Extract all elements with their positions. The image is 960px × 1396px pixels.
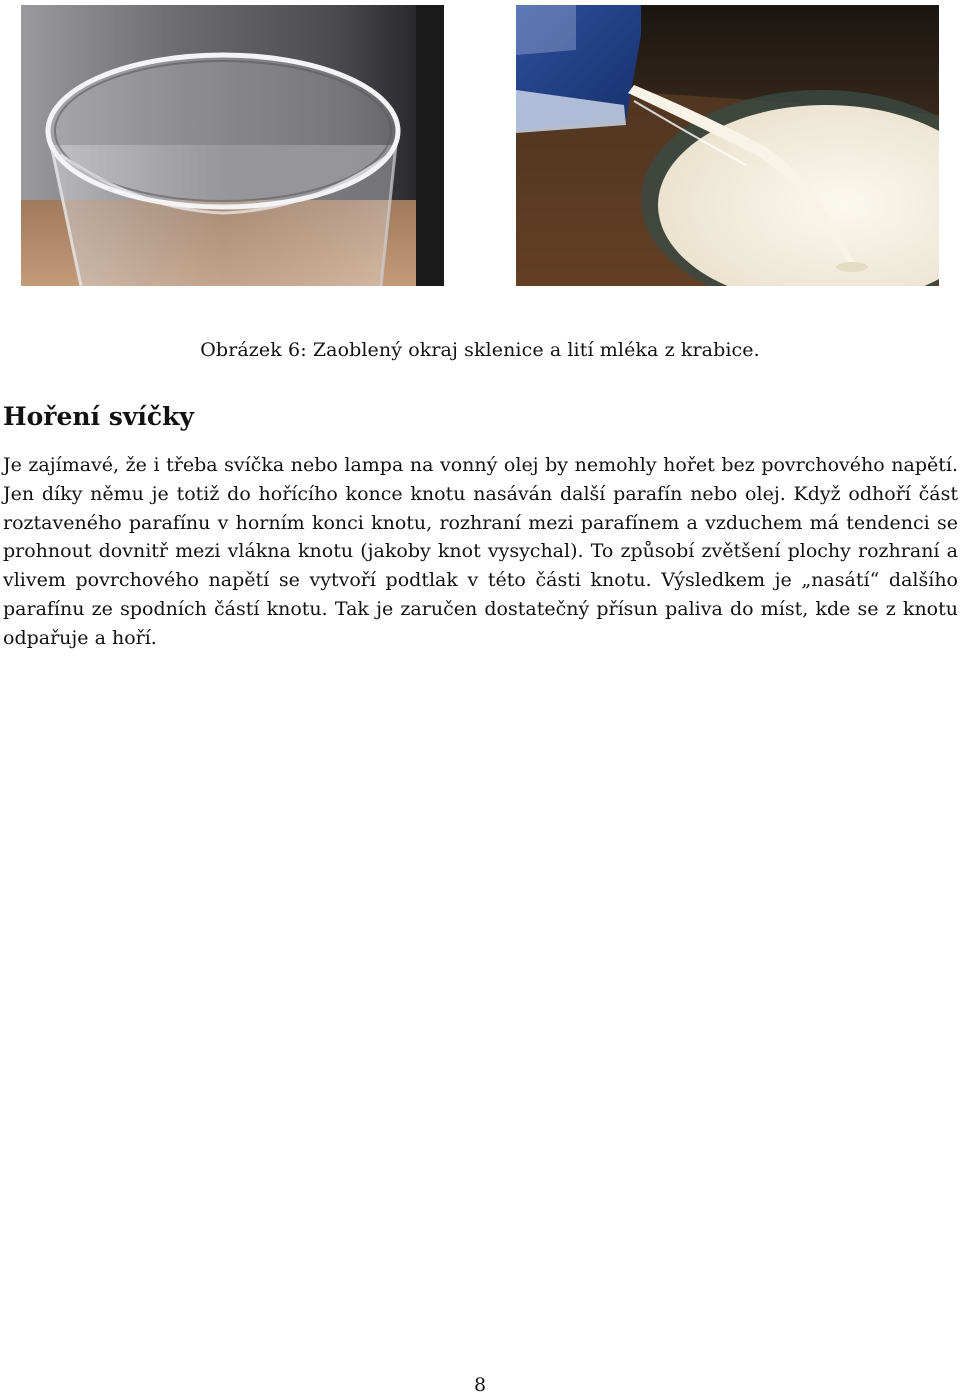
figure-caption: Obrázek 6: Zaoblený okraj sklenice a lití mléka z krabice. xyxy=(200,339,760,361)
glass-rim-image xyxy=(21,5,444,286)
milk-pour-photo xyxy=(516,5,939,286)
section-heading: Hoření svíčky xyxy=(3,402,194,431)
glass-rim-photo xyxy=(21,5,444,286)
body-paragraph: Je zajímavé, že i třeba svíčka nebo lampa na vonný olej by nemohly hořet bez povrchového napětí. Jen díky němu je totiž do hořícího konce knotu nasáván další parafín nebo olej. Když odhoří část roztaveného parafínu v horním konci knotu, rozhraní mezi parafínem a vzduchem má tendenci se prohnout dovnitř mezi vlákna knotu (jakoby knot vysychal). To způsobí zvětšení plochy rozhraní a vlivem povrchového napětí se vytvoří podtlak v této části knotu. Výsledkem je „nasátí“ dalšího parafínu ze spodních částí knotu. Tak je zaručen dostatečný přísun paliva do míst, kde se z knotu odpařuje a hoří. xyxy=(3,454,958,649)
page-number: 8 xyxy=(473,1374,487,1396)
milk-pour-image xyxy=(516,5,939,286)
